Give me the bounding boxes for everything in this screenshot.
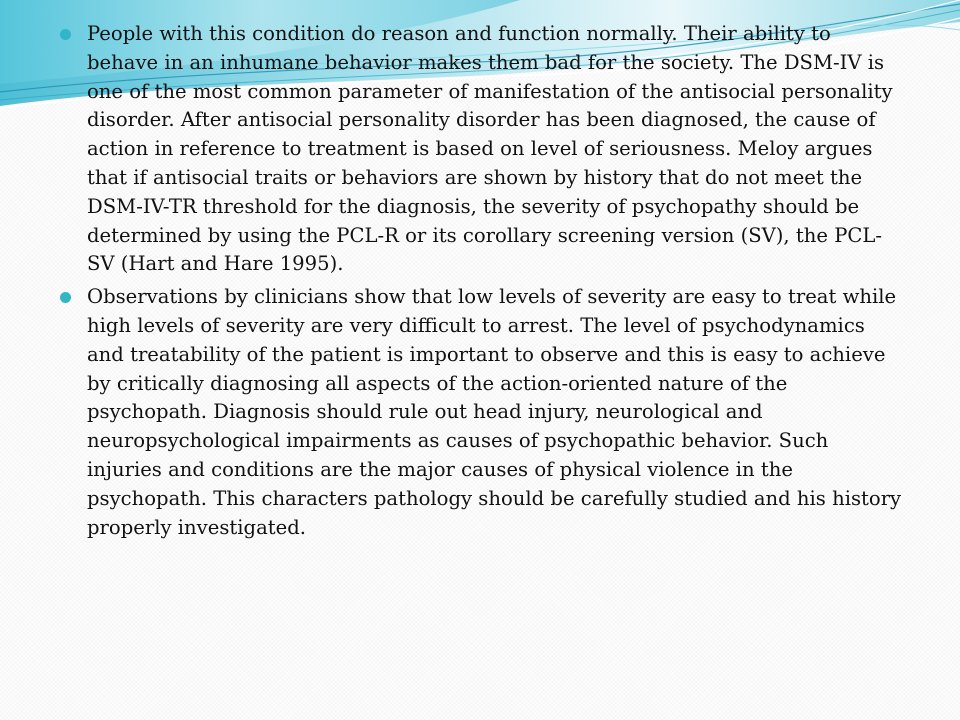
bullet-dot-icon xyxy=(60,29,71,40)
list-item xyxy=(58,20,904,279)
bullet-text: Observations by clinicians show that low levels of severity are easy to treat while high levels of severity are very difficult to arrest. The level of psychodynamics and treatability of the patient is important to observe and this is easy to achieve by critically diagnosing all aspects of the action-oriented nature of the psychopath. Diagnosis should rule out head injury, neurological and neuropsychological impairments as causes of psychopathic behavior. Such injuries and conditions are the major causes of physical violence in the psychopath. This characters pathology should be carefully studied and his history properly investigated. xyxy=(87,285,902,539)
bullet-text: People with this condition do reason and function normally. Their ability to behave in an inhumane behavior makes them bad for the society. The DSM-IV is one of the most common parameter of manifestation of the antisocial personality disorder. After antisocial personality disorder has been diagnosed, the cause of action in reference to treatment is based on level of seriousness. Meloy argues that if antisocial traits or behaviors are shown by history that do not meet the DSM-IV-TR threshold for the diagnosis, the severity of psychopathy should be determined by using the PCL-R or its corollary screening version (SV), the PCL-SV (Hart and Hare 1995). xyxy=(87,22,893,276)
slide-body xyxy=(58,20,904,546)
bullet-dot-icon xyxy=(60,292,71,303)
list-item xyxy=(58,283,904,542)
bullet-list xyxy=(58,20,904,542)
